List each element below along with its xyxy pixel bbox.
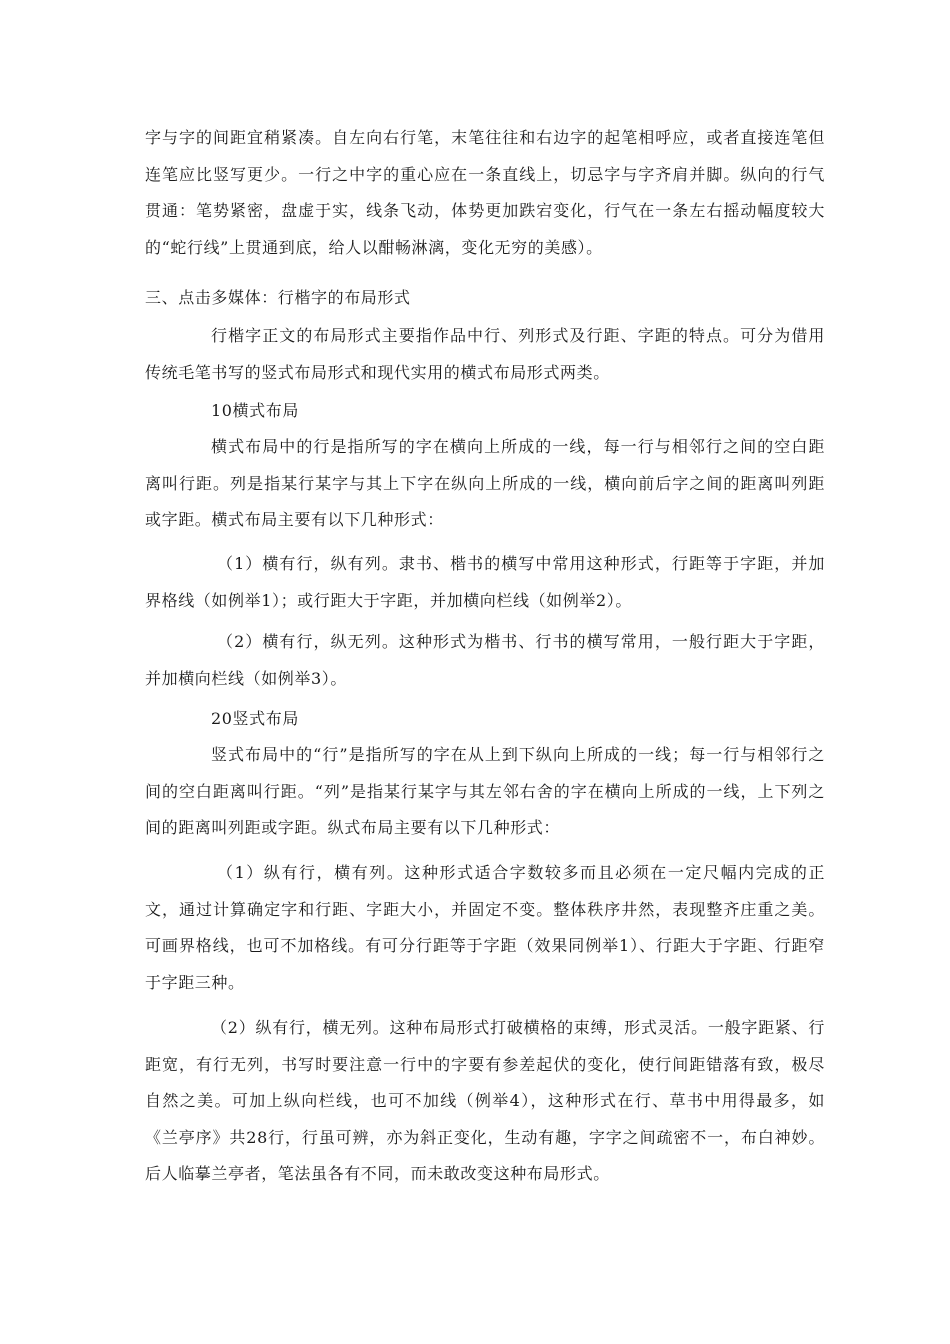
paragraph-horizontal-form-1: （1）横有行，纵有列。隶书、楷书的横写中常用这种形式，行距等于字距，并加界格线（如例举1）；或行距大于字距，并加横向栏线（如例举2）。 [145,554,825,610]
paragraph-horizontal-definition: 横式布局中的行是指所写的字在横向上所成的一线，每一行与相邻行之间的空白距离叫行距。列是指某行某字与其上下字在纵向上所成的一线，横向前后字之间的距离叫列距或字距。横式布局主要有以下几种形式： [145,437,825,529]
section-heading-layout-forms: 三、点击多媒体：行楷字的布局形式 [145,288,411,307]
paragraph-vertical-form-1: （1）纵有行，横有列。这种形式适合字数较多而且必须在一定尺幅内完成的正文，通过计算确定字和行距、字距大小，并固定不变。整体秩序井然，表现整齐庄重之美。可画界格线，也可不加格线。有可分行距等于字距（效果同例举1）、行距大于字距、行距窄于字距三种。 [145,863,825,992]
paragraph-horizontal-form-2: （2）横有行，纵无列。这种形式为楷书、行书的横写常用，一般行距大于字距，并加横向栏线（如例举3）。 [145,632,825,688]
subheading-vertical-layout: 20竖式布局 [211,709,299,728]
paragraph-vertical-definition: 竖式布局中的“行”是指所写的字在从上到下纵向上所成的一线；每一行与相邻行之间的空白距离叫行距。“列”是指某行某字与其左邻右舍的字在横向上所成的一线，上下列之间的距离叫列距或字距。纵式布局主要有以下几种形式： [145,745,825,837]
paragraph-layout-intro: 行楷字正文的布局形式主要指作品中行、列形式及行距、字距的特点。可分为借用传统毛笔书写的竖式布局形式和现代实用的横式布局形式两类。 [145,326,825,382]
subheading-horizontal-layout: 10横式布局 [211,401,299,420]
paragraph-continuation: 字与字的间距宜稍紧凑。自左向右行笔，末笔往往和右边字的起笔相呼应，或者直接连笔但连笔应比竖写更少。一行之中字的重心应在一条直线上，切忌字与字齐肩并脚。纵向的行气贯通：笔势紧密，盘虚于实，线条飞动，体势更加跌宕变化，行气在一条左右摇动幅度较大的“蛇行线”上贯通到底，给人以酣畅淋漓，变化无穷的美感）。 [145,128,825,257]
paragraph-vertical-form-2: （2）纵有行，横无列。这种布局形式打破横格的束缚，形式灵活。一般字距紧、行距宽，有行无列，书写时要注意一行中的字要有参差起伏的变化，使行间距错落有致，极尽自然之美。可加上纵向栏线，也可不加线（例举4），这种形式在行、草书中用得最多，如《兰亭序》共28行，行虽可辨，亦为斜正变化，生动有趣，字字之间疏密不一，布白神妙。后人临摹兰亭者，笔法虽各有不同，而未敢改变这种布局形式。 [145,1018,825,1183]
